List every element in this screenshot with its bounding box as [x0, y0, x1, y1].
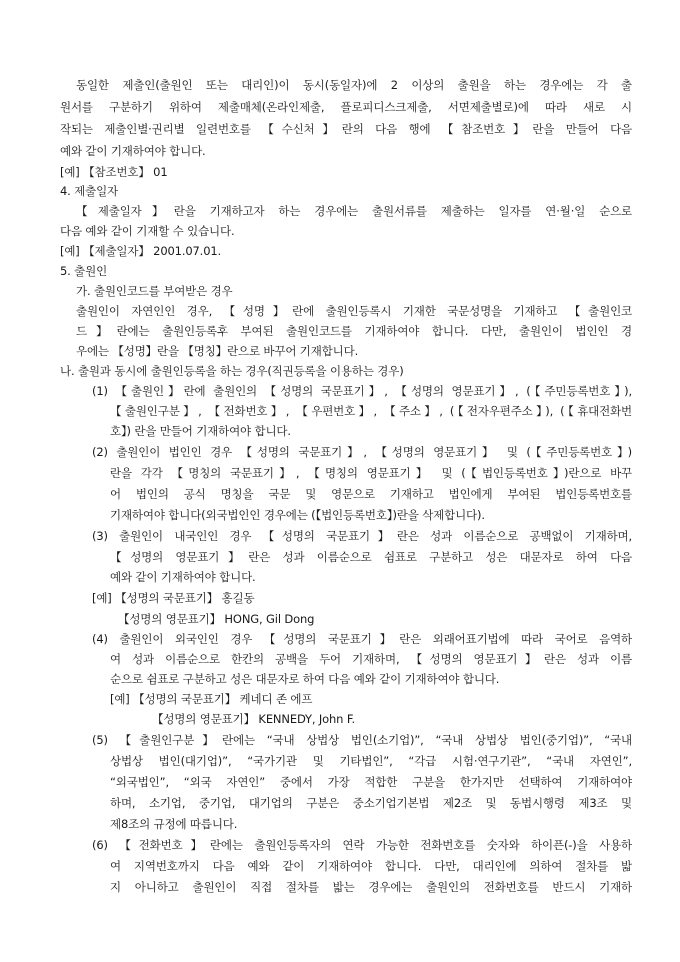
body-text-line: 작되는 제출인별·권리별 일련번호를 【수신처】란의 다음 행에 【참조번호】란을 만들어 다음	[60, 122, 632, 136]
example-line: [예] 【참조번호】 01	[60, 165, 168, 179]
body-text-line: 원서를 구분하기 위하여 제출매체(온라인제출, 플로피디스크제출, 서면제출별로)에 따라 새로 시	[60, 100, 632, 114]
example-line: 【성명의 영문표기】 HONG, Gil Dong	[118, 612, 315, 626]
list-item-line: 【성명의 영문표기】란은 성과 이름순으로 쉼표로 구분하고 성은 대문자로 하여 다음	[110, 550, 632, 564]
list-item-line: 여 성과 이름순으로 한칸의 공백을 두어 기재하며, 【성명의 영문표기】란은 성과 이름	[110, 652, 632, 666]
list-item-line: (6) 【전화번호】란에는 출원인등록자의 연락 가능한 전화번호를 숫자와 하이픈(-)을 사용하	[92, 838, 632, 852]
example-line: [예] 【성명의 국문표기】 홍길동	[92, 591, 255, 605]
body-text-line: 드】란에는 출원인등록후 부여된 출원인코드를 기재하여야 합니다. 다만, 출원인이 법인인 경	[76, 324, 632, 338]
list-item-line: (4) 출원인이 외국인인 경우 【성명의 국문표기】란은 외래어표기법에 따라 국어로 음역하	[92, 632, 632, 646]
list-item-line: 상법상 법인(대기업)”, “국가기관 및 기타법인”, “각급 시험·연구기관”, “국내 자연인”,	[110, 754, 632, 768]
list-item-line: “외국법인”, “외국 자연인” 중에서 가장 적합한 구분을 한가지만 선택하여 기재하여야	[110, 775, 632, 789]
list-item-line: 란을 각각 【명칭의 국문표기】, 【명칭의 영문표기】 및 (【법인등록번호】)란으로 바꾸	[110, 466, 632, 480]
subsection-heading: 가. 출원인코드를 부여받은 경우	[76, 284, 233, 298]
section-heading: 5. 출원인	[60, 264, 108, 278]
body-text-line: 다음 예와 같이 기재할 수 있습니다.	[60, 224, 235, 238]
list-item-line: 순으로 쉼표로 구분하고 성은 대문자로 하여 다음 예와 같이 기재하여야 합니다.	[110, 672, 500, 686]
body-text-line: 동일한 제출인(출원인 또는 대리인)이 동시(동일자)에 2 이상의 출원을 하는 경우에는 각 출	[76, 78, 632, 92]
example-line: 【성명의 영문표기】 KENNEDY, John F.	[152, 712, 355, 726]
list-item-line: (3) 출원인이 내국인인 경우 【성명의 국문표기】란은 성과 이름순으로 공백없이 기재하며,	[92, 529, 632, 543]
body-text-line: 【제출일자】란을 기재하고자 하는 경우에는 출원서류를 제출하는 일자를 연·월·일 순으로	[76, 204, 632, 218]
subsection-heading: 나. 출원과 동시에 출원인등록을 하는 경우(직권등록을 이용하는 경우)	[60, 364, 404, 378]
list-item-line: 기재하여야 합니다(외국법인인 경우에는 (【법인등록번호】)란을 삭제합니다).	[110, 508, 485, 522]
list-item-line: 지 아니하고 출원인이 직접 절차를 밟는 경우에는 출원인의 전화번호를 반드시 기재하	[110, 880, 632, 894]
list-item-line: (2) 출원인이 법인인 경우 【성명의 국문표기】, 【성명의 영문표기】 및 (【주민등록번호】)	[92, 445, 632, 459]
list-item-line: 어 법인의 공식 명칭을 국문 및 영문으로 기재하고 법인에게 부여된 법인등록번호를	[110, 487, 632, 501]
list-item-line: 제8조의 규정에 따릅니다.	[110, 817, 238, 831]
body-text-line: 출원인이 자연인인 경우, 【성명】란에 출원인등록시 기재한 국문성명을 기재하고 【출원인코	[76, 304, 632, 318]
list-item-line: (5) 【출원인구분】란에는 “국내 상법상 법인(소기업)”, “국내 상법상 법인(중기업)”, “국내	[92, 733, 632, 747]
example-line: [예] 【성명의 국문표기】 케네디 존 에프	[110, 692, 313, 706]
body-text-line: 예와 같이 기재하여야 합니다.	[60, 144, 206, 158]
list-item-line: (1) 【출원인】란에 출원인의 【성명의 국문표기】, 【성명의 영문표기】, (【주민등록번호】),	[92, 384, 632, 398]
list-item-line: 하며, 소기업, 중기업, 대기업의 구분은 중소기업기본법 제2조 및 동법시행령 제3조 및	[110, 796, 632, 810]
list-item-line: 【출원인구분】, 【전화번호】, 【우편번호】, 【주소】, (【전자우편주소】), (【휴대전화번	[110, 404, 632, 418]
body-text-line: 우에는 【성명】란을 【명칭】란으로 바꾸어 기재합니다.	[76, 344, 359, 358]
example-line: [예] 【제출일자】 2001.07.01.	[60, 244, 222, 258]
list-item-line: 호】) 란을 만들어 기재하여야 합니다.	[110, 424, 291, 438]
section-heading: 4. 제출일자	[60, 184, 119, 198]
list-item-line: 예와 같이 기재하여야 합니다.	[110, 570, 256, 584]
list-item-line: 여 지역번호까지 다음 예와 같이 기재하여야 합니다. 다만, 대리인에 의하여 절차를 밟	[110, 859, 632, 873]
